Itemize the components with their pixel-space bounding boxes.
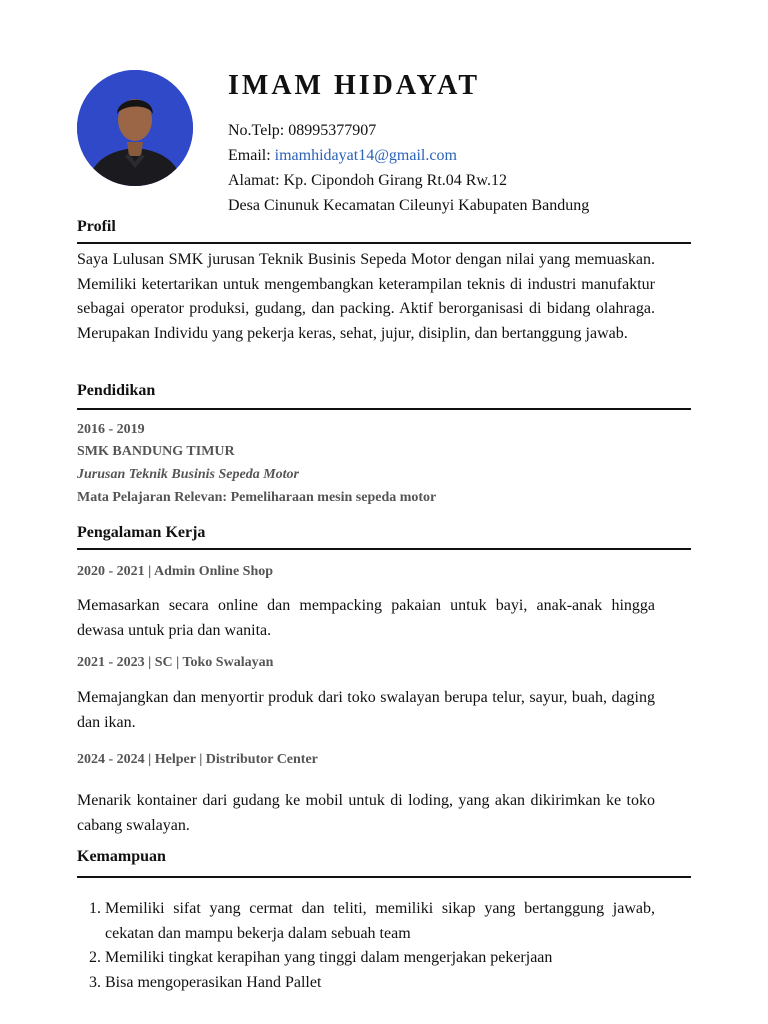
candidate-name: IMAM HIDAYAT bbox=[228, 70, 480, 101]
skills-divider bbox=[77, 876, 691, 878]
job-description-3: Menarik kontainer dari gudang ke mobil untuk di loding, yang akan dikirimkan ke toko cabang swalayan. bbox=[77, 792, 655, 834]
skill-number-1: 1. bbox=[89, 900, 101, 917]
skill-number-2: 2. bbox=[89, 949, 101, 966]
job-heading-2: 2021 - 2023 | SC | Toko Swalayan bbox=[77, 655, 274, 670]
skill-text-3: Bisa mengoperasikan Hand Pallet bbox=[105, 973, 322, 991]
phone-number: No.Telp: 08995377907 bbox=[228, 122, 377, 139]
education-years: 2016 - 2019 bbox=[77, 422, 145, 437]
email-line bbox=[228, 143, 589, 168]
address-line-2: Desa Cinunuk Kecamatan Cileunyi Kabupaten Bandung bbox=[228, 197, 590, 214]
profile-text: Saya Lulusan SMK jurusan Teknik Businis Sepeda Motor dengan nilai yang memuaskan. Memiliki ketertarikan untuk mengembangkan keterampilan teknis di industri manufaktur sebagai operator produksi, gudang, dan packing. Aktif berorganisasi di bidang olahraga. Merupakan Individu yang pekerja keras, sehat, jujur, disiplin, dan bertanggung jawab. bbox=[77, 251, 655, 342]
education-heading: Pendidikan bbox=[77, 382, 156, 399]
skill-text-1: Memiliki sifat yang cermat dan teliti, memiliki sikap yang bertanggung jawab, cekatan dan mampu bekerja dalam sebuah team bbox=[105, 900, 655, 942]
job-heading-3: 2024 - 2024 | Helper | Distributor Center bbox=[77, 752, 318, 767]
skill-number-3: 3. bbox=[89, 973, 101, 991]
job-heading-1: 2020 - 2021 | Admin Online Shop bbox=[77, 564, 274, 579]
person-photo-icon bbox=[77, 70, 193, 186]
email-label: Email: bbox=[228, 147, 275, 164]
skill-item-2 bbox=[77, 946, 655, 971]
email-link[interactable]: imamhidayat14@gmail.com bbox=[274, 147, 457, 164]
skill-text-2: Memiliki tingkat kerapihan yang tinggi dalam mengerjakan pekerjaan bbox=[105, 949, 553, 966]
address-line-1: Alamat: Kp. Cipondoh Girang Rt.04 Rw.12 bbox=[228, 172, 507, 189]
skill-item-1 bbox=[77, 897, 655, 946]
education-school: SMK BANDUNG TIMUR bbox=[77, 444, 235, 459]
education-major: Jurusan Teknik Businis Sepeda Motor bbox=[77, 467, 299, 482]
education-divider bbox=[77, 408, 691, 410]
job-description-2: Memajangkan dan menyortir produk dari toko swalayan berupa telur, sayur, buah, daging dan ikan. bbox=[77, 689, 655, 731]
profile-heading: Profil bbox=[77, 218, 116, 235]
skill-item-3 bbox=[77, 971, 655, 996]
profile-photo bbox=[77, 70, 193, 186]
experience-heading: Pengalaman Kerja bbox=[77, 524, 206, 541]
experience-divider bbox=[77, 548, 691, 550]
contact-block bbox=[228, 118, 589, 218]
skills-list bbox=[77, 897, 655, 995]
job-description-1: Memasarkan secara online dan mempacking pakaian untuk bayi, anak-anak hingga dewasa untuk pria dan wanita. bbox=[77, 597, 655, 639]
profile-divider bbox=[77, 242, 691, 244]
education-subjects: Mata Pelajaran Relevan: Pemeliharaan mesin sepeda motor bbox=[77, 490, 437, 505]
skills-heading: Kemampuan bbox=[77, 848, 166, 865]
